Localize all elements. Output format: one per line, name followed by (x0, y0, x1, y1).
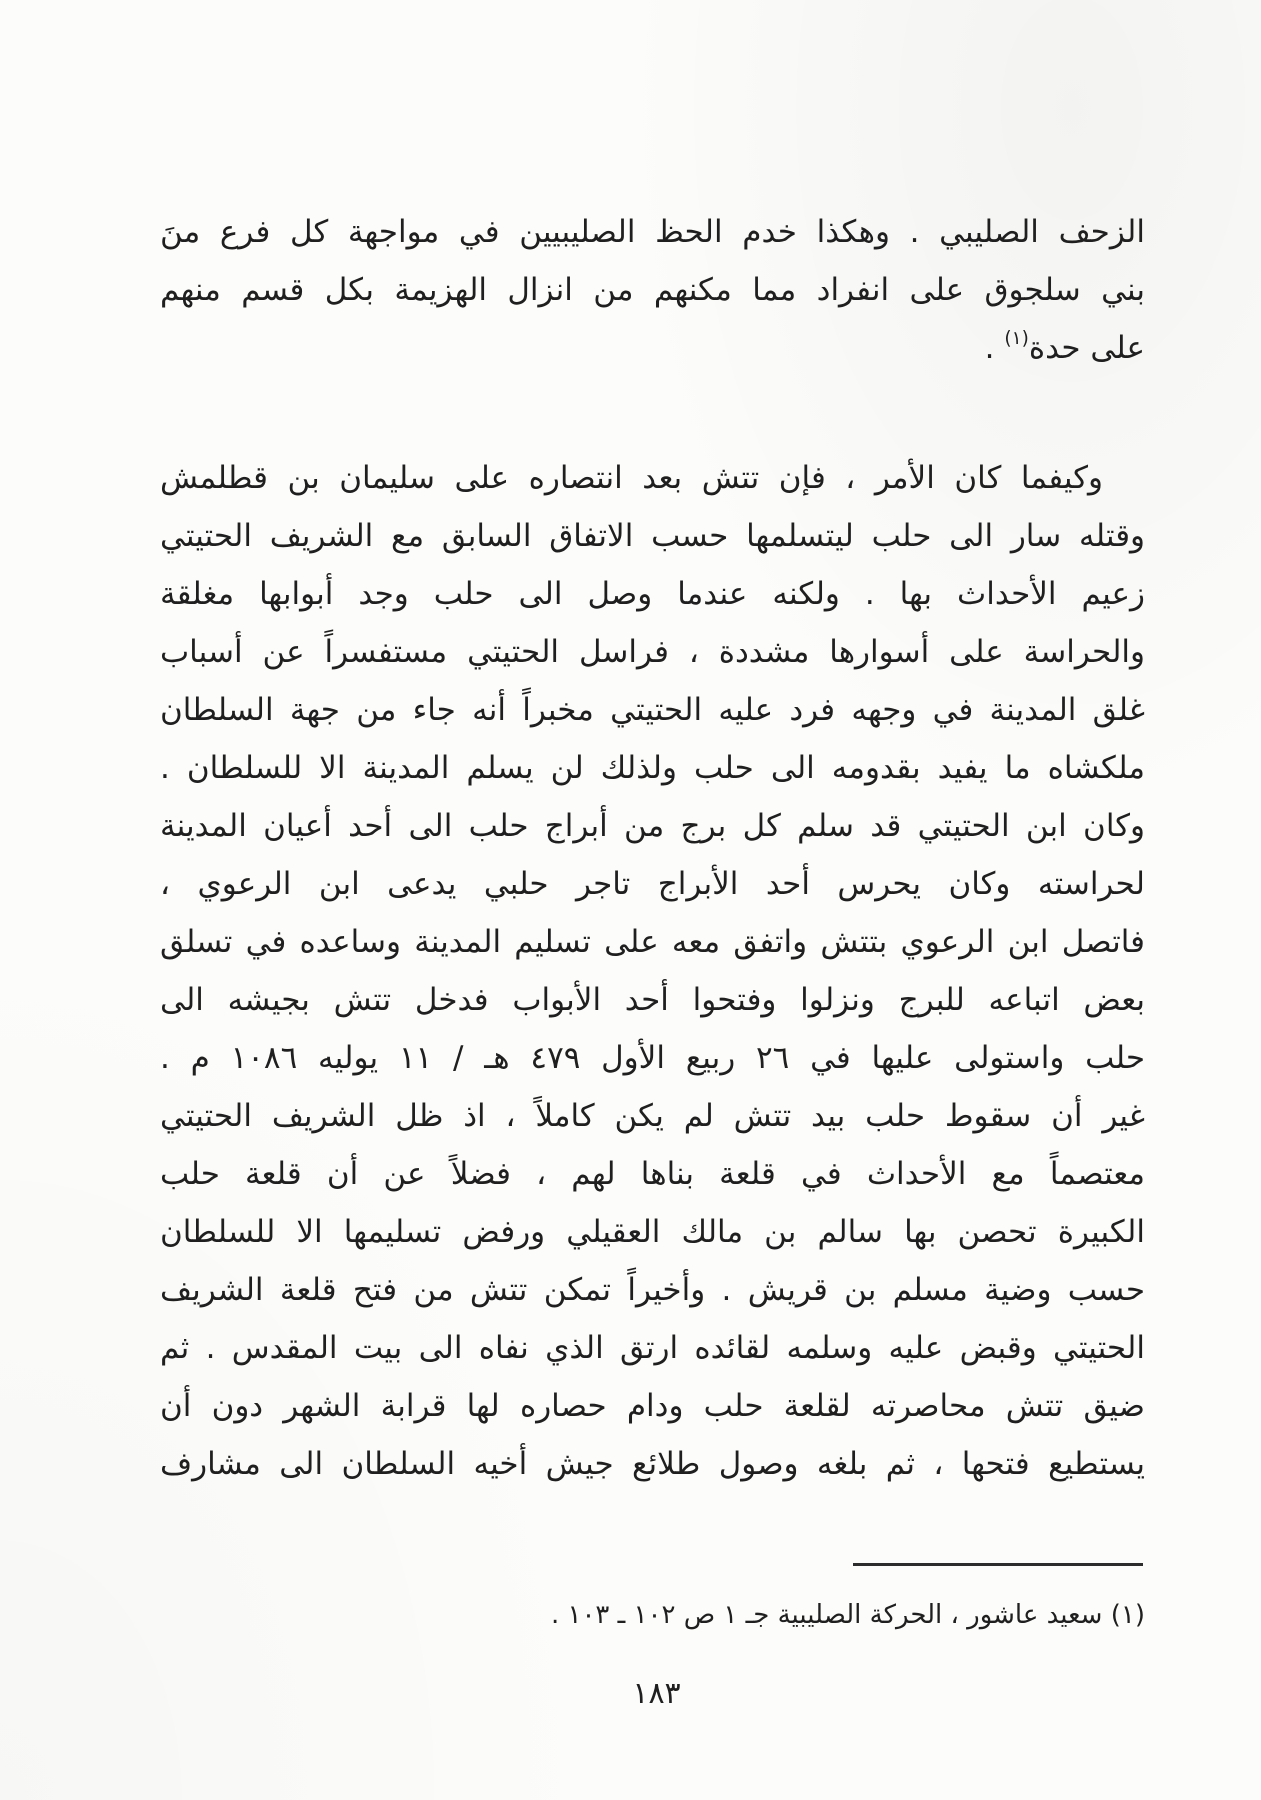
text-line: فاتصل ابن الرعوي بتتش واتفق معه على تسليم المدينة وساعده في تسلق (160, 924, 1145, 960)
text-line: غير أن سقوط حلب بيد تتش لم يكن كاملاً ، اذ ظل الشريف الحتيتي (160, 1098, 1145, 1134)
footnote (160, 1592, 1145, 1638)
footnote-separator (853, 1563, 1143, 1566)
footnote-reference: (١) (1004, 328, 1029, 349)
text-line: والحراسة على أسوارها مشددة ، فراسل الحتيتي مستفسراً عن أسباب (160, 634, 1145, 670)
text-line: بعض اتباعه للبرج ونزلوا وفتحوا أحد الأبواب فدخل تتش بجيشه الى (160, 982, 1145, 1018)
text-line: الحتيتي وقبض عليه وسلمه لقائده ارتق الذي نفاه الى بيت المقدس . ثم (160, 1330, 1145, 1366)
footnote-text: (١) سعيد عاشور ، الحركة الصليبية جـ ١ ص ١٠٢ ـ ١٠٣ . (550, 1600, 1145, 1630)
text-line: يستطيع فتحها ، ثم بلغه وصول طلائع جيش أخيه السلطان الى مشارف (160, 1446, 1145, 1482)
text-line: لحراسته وكان يحرس أحد الأبراج تاجر حلبي يدعى ابن الرعوي ، (160, 866, 1145, 902)
text-line: ضيق تتش محاصرته لقلعة حلب ودام حصاره لها قرابة الشهر دون أن (160, 1388, 1145, 1424)
text-segment: . (984, 330, 1005, 366)
text-line: الكبيرة تحصن بها سالم بن مالك العقيلي ورفض تسليمها الا للسلطان (160, 1214, 1145, 1250)
page-number: ١٨٣ (632, 1676, 681, 1711)
text-segment: على حدة (1028, 330, 1145, 366)
text-line: وكيفما كان الأمر ، فإن تتش بعد انتصاره على سليمان بن قطلمش (160, 460, 1103, 496)
text-line: معتصماً مع الأحداث في قلعة بناها لهم ، فضلاً عن أن قلعة حلب (160, 1156, 1145, 1192)
text-line: حلب واستولى عليها في ٢٦ ربيع الأول ٤٧٩ هـ / ١١ يوليه ١٠٨٦ م . (160, 1040, 1145, 1076)
text-line: بني سلجوق على انفراد مما مكنهم من انزال الهزيمة بكل قسم منهم (160, 272, 1145, 308)
text-line (160, 319, 1145, 377)
text-line: الزحف الصليبي . وهكذا خدم الحظ الصليبيين في مواجهة كل فرع منَ (160, 214, 1145, 250)
paragraph (160, 203, 1145, 377)
text-line: زعيم الأحداث بها . ولكنه عندما وصل الى حلب وجد أبوابها مغلقة (160, 576, 1145, 612)
paragraph (160, 449, 1145, 1493)
body-text-block (160, 203, 1145, 1493)
text-line: وقتله سار الى حلب ليتسلمها حسب الاتفاق السابق مع الشريف الحتيتي (160, 518, 1145, 554)
text-line: حسب وضية مسلم بن قريش . وأخيراً تمكن تتش من فتح قلعة الشريف (160, 1272, 1145, 1308)
text-line: وكان ابن الحتيتي قد سلم كل برج من أبراج حلب الى أحد أعيان المدينة (160, 808, 1145, 844)
text-line: ملكشاه ما يفيد بقدومه الى حلب ولذلك لن يسلم المدينة الا للسلطان . (160, 750, 1145, 786)
text-line: غلق المدينة في وجهه فرد عليه الحتيتي مخبراً أنه جاء من جهة السلطان (160, 692, 1145, 728)
